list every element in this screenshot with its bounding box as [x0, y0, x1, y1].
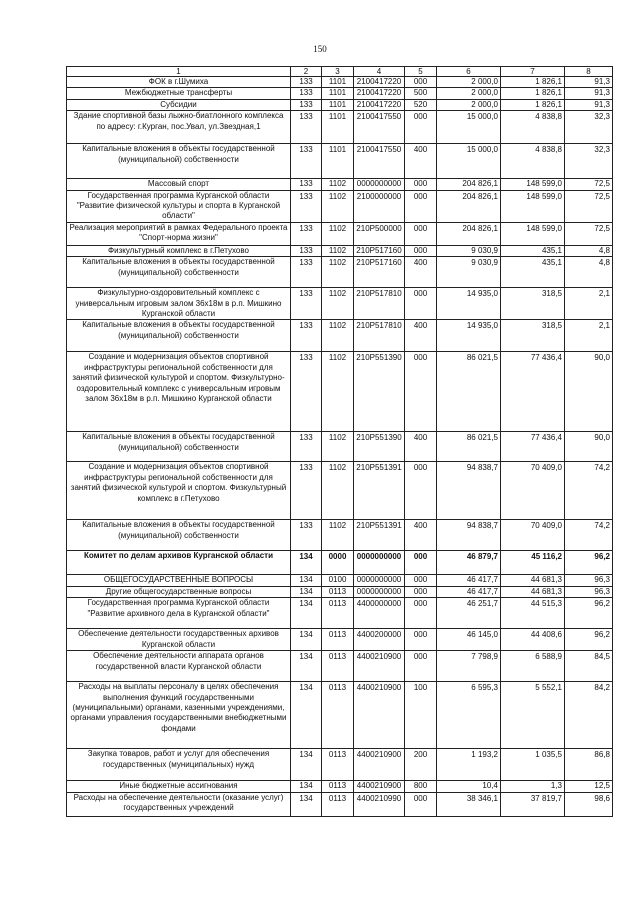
item-name: Капитальные вложения в объекты государственной (муниципальной) собственности — [67, 432, 291, 462]
table-row — [67, 749, 613, 781]
planned-amount: 2 000,0 — [437, 88, 501, 99]
executed-amount: 435,1 — [501, 257, 565, 288]
section-code: 0113 — [322, 629, 354, 651]
section-code: 1102 — [322, 520, 354, 551]
planned-amount: 46 879,7 — [437, 551, 501, 575]
planned-amount: 86 021,5 — [437, 432, 501, 462]
table-row — [67, 432, 613, 462]
table-row — [67, 575, 613, 586]
execution-percent: 96,3 — [565, 575, 613, 586]
section-code: 1102 — [322, 432, 354, 462]
table-row — [67, 111, 613, 144]
table-row — [67, 257, 613, 288]
column-number-header-row — [67, 67, 613, 77]
item-name: Обеспечение деятельности государственных архивов Курганской области — [67, 629, 291, 651]
expense-type-code: 000 — [405, 111, 437, 144]
execution-percent: 84,2 — [565, 682, 613, 749]
expense-type-code: 400 — [405, 432, 437, 462]
item-name: Реализация мероприятий в рамках Федерального проекта "Спорт-норма жизни" — [67, 222, 291, 245]
executed-amount: 5 552,1 — [501, 682, 565, 749]
section-code: 1102 — [322, 190, 354, 222]
execution-percent: 2,1 — [565, 288, 613, 320]
section-code: 0113 — [322, 781, 354, 792]
execution-percent: 96,2 — [565, 598, 613, 629]
planned-amount: 204 826,1 — [437, 222, 501, 245]
executed-amount: 70 409,0 — [501, 520, 565, 551]
department-code: 134 — [291, 651, 322, 682]
department-code: 134 — [291, 575, 322, 586]
department-code: 134 — [291, 682, 322, 749]
execution-percent: 4,8 — [565, 245, 613, 256]
target-item-code: 2100417220 — [354, 99, 405, 110]
section-code: 1102 — [322, 257, 354, 288]
section-code: 0113 — [322, 651, 354, 682]
expense-type-code: 000 — [405, 792, 437, 816]
planned-amount: 94 838,7 — [437, 520, 501, 551]
planned-amount: 46 417,7 — [437, 575, 501, 586]
section-code: 1102 — [322, 320, 354, 352]
executed-amount: 318,5 — [501, 320, 565, 352]
executed-amount: 148 599,0 — [501, 222, 565, 245]
department-code: 133 — [291, 222, 322, 245]
target-item-code: 210P551391 — [354, 462, 405, 520]
execution-percent: 98,6 — [565, 792, 613, 816]
planned-amount: 2 000,0 — [437, 77, 501, 88]
section-code: 1101 — [322, 88, 354, 99]
department-code: 134 — [291, 598, 322, 629]
planned-amount: 15 000,0 — [437, 144, 501, 179]
execution-percent: 4,8 — [565, 257, 613, 288]
item-name: Капитальные вложения в объекты государственной (муниципальной) собственности — [67, 520, 291, 551]
section-code: 0000 — [322, 551, 354, 575]
column-header: 3 — [322, 67, 354, 77]
target-item-code: 4400200000 — [354, 629, 405, 651]
table-row — [67, 682, 613, 749]
target-item-code: 0000000000 — [354, 179, 405, 190]
executed-amount: 44 681,3 — [501, 586, 565, 597]
table-row — [67, 179, 613, 190]
target-item-code: 2100417550 — [354, 144, 405, 179]
target-item-code: 210P500000 — [354, 222, 405, 245]
section-code: 1101 — [322, 99, 354, 110]
table-row — [67, 586, 613, 597]
target-item-code: 210P517160 — [354, 257, 405, 288]
section-code: 1102 — [322, 179, 354, 190]
department-code: 133 — [291, 144, 322, 179]
executed-amount: 1 035,5 — [501, 749, 565, 781]
planned-amount: 86 021,5 — [437, 352, 501, 432]
target-item-code: 0000000000 — [354, 586, 405, 597]
table-row — [67, 462, 613, 520]
expense-type-code: 000 — [405, 629, 437, 651]
item-name: Государственная программа Курганской области "Развитие физической культуры и спорта в Курганской области" — [67, 190, 291, 222]
column-header: 6 — [437, 67, 501, 77]
section-code: 1102 — [322, 288, 354, 320]
target-item-code: 4400210900 — [354, 781, 405, 792]
item-name: Массовый спорт — [67, 179, 291, 190]
department-code: 133 — [291, 190, 322, 222]
executed-amount: 44 408,6 — [501, 629, 565, 651]
executed-amount: 44 681,3 — [501, 575, 565, 586]
column-header: 7 — [501, 67, 565, 77]
executed-amount: 148 599,0 — [501, 179, 565, 190]
execution-percent: 91,3 — [565, 77, 613, 88]
planned-amount: 6 595,3 — [437, 682, 501, 749]
expense-type-code: 000 — [405, 586, 437, 597]
planned-amount: 9 030,9 — [437, 257, 501, 288]
execution-percent: 32,3 — [565, 111, 613, 144]
planned-amount: 204 826,1 — [437, 190, 501, 222]
department-code: 133 — [291, 462, 322, 520]
department-code: 134 — [291, 551, 322, 575]
executed-amount: 77 436,4 — [501, 432, 565, 462]
column-header: 2 — [291, 67, 322, 77]
table-row — [67, 88, 613, 99]
executed-amount: 1 826,1 — [501, 77, 565, 88]
target-item-code: 2100417220 — [354, 77, 405, 88]
executed-amount: 148 599,0 — [501, 190, 565, 222]
section-code: 0113 — [322, 682, 354, 749]
table-row — [67, 792, 613, 816]
section-code: 1101 — [322, 111, 354, 144]
planned-amount: 14 935,0 — [437, 320, 501, 352]
expense-type-code: 520 — [405, 99, 437, 110]
section-code: 1102 — [322, 222, 354, 245]
executed-amount: 70 409,0 — [501, 462, 565, 520]
item-name: Государственная программа Курганской области "Развитие архивного дела в Курганской области" — [67, 598, 291, 629]
item-name: Расходы на обеспечение деятельности (оказание услуг) государственных учреждений — [67, 792, 291, 816]
execution-percent: 12,5 — [565, 781, 613, 792]
item-name: Обеспечение деятельности аппарата органов государственной власти Курганской области — [67, 651, 291, 682]
execution-percent: 96,2 — [565, 629, 613, 651]
target-item-code: 2100000000 — [354, 190, 405, 222]
item-name: Иные бюджетные ассигнования — [67, 781, 291, 792]
planned-amount: 46 251,7 — [437, 598, 501, 629]
expense-type-code: 000 — [405, 575, 437, 586]
execution-percent: 72,5 — [565, 179, 613, 190]
executed-amount: 318,5 — [501, 288, 565, 320]
target-item-code: 210P551390 — [354, 352, 405, 432]
department-code: 133 — [291, 179, 322, 190]
item-name: Капитальные вложения в объекты государственной (муниципальной) собственности — [67, 320, 291, 352]
department-code: 134 — [291, 586, 322, 597]
expense-type-code: 200 — [405, 749, 437, 781]
column-header: 8 — [565, 67, 613, 77]
section-code: 1101 — [322, 144, 354, 179]
item-name: Создание и модернизация объектов спортивной инфраструктуры региональной собственности для занятий физической культурой и спортом. Физкультурно-оздоровительный комплекс с универсальным игровым залом 36х18м в р.п. Мишкино Курганской области — [67, 352, 291, 432]
execution-percent: 86,8 — [565, 749, 613, 781]
executed-amount: 1 826,1 — [501, 99, 565, 110]
expense-type-code: 000 — [405, 551, 437, 575]
expense-type-code: 000 — [405, 222, 437, 245]
expense-type-code: 000 — [405, 245, 437, 256]
expense-type-code: 800 — [405, 781, 437, 792]
executed-amount: 4 838,8 — [501, 144, 565, 179]
target-item-code: 4400000000 — [354, 598, 405, 629]
expense-type-code: 400 — [405, 144, 437, 179]
expense-type-code: 400 — [405, 257, 437, 288]
department-code: 134 — [291, 629, 322, 651]
expense-type-code: 000 — [405, 179, 437, 190]
target-item-code: 2100417220 — [354, 88, 405, 99]
planned-amount: 46 145,0 — [437, 629, 501, 651]
section-code: 1102 — [322, 245, 354, 256]
item-name: Закупка товаров, работ и услуг для обеспечения государственных (муниципальных) нужд — [67, 749, 291, 781]
expense-type-code: 000 — [405, 651, 437, 682]
department-code: 134 — [291, 792, 322, 816]
planned-amount: 9 030,9 — [437, 245, 501, 256]
planned-amount: 2 000,0 — [437, 99, 501, 110]
planned-amount: 15 000,0 — [437, 111, 501, 144]
table-row — [67, 288, 613, 320]
execution-percent: 72,5 — [565, 190, 613, 222]
target-item-code: 0000000000 — [354, 551, 405, 575]
table-row — [67, 320, 613, 352]
executed-amount: 435,1 — [501, 245, 565, 256]
execution-percent: 74,2 — [565, 520, 613, 551]
expense-type-code: 400 — [405, 520, 437, 551]
execution-percent: 90,0 — [565, 352, 613, 432]
column-header: 5 — [405, 67, 437, 77]
item-name: Субсидии — [67, 99, 291, 110]
item-name: Расходы на выплаты персоналу в целях обеспечения выполнения функций государственными (муниципальными) органами, казенными учреждениями, органами управления государственными внебюджетными фондами — [67, 682, 291, 749]
target-item-code: 2100417550 — [354, 111, 405, 144]
department-code: 133 — [291, 432, 322, 462]
item-name: Другие общегосударственные вопросы — [67, 586, 291, 597]
target-item-code: 210P517810 — [354, 320, 405, 352]
department-code: 134 — [291, 781, 322, 792]
expense-type-code: 400 — [405, 320, 437, 352]
executed-amount: 1 826,1 — [501, 88, 565, 99]
planned-amount: 14 935,0 — [437, 288, 501, 320]
table-row — [67, 352, 613, 432]
table-row — [67, 245, 613, 256]
expense-type-code: 000 — [405, 288, 437, 320]
item-name: Здание спортивной базы лыжно-биатлонного комплекса по адресу: г.Курган, пос.Увал, ул.Звездная,1 — [67, 111, 291, 144]
table-row — [67, 144, 613, 179]
budget-table — [66, 66, 613, 817]
target-item-code: 4400210900 — [354, 651, 405, 682]
table-row — [67, 77, 613, 88]
table-row — [67, 99, 613, 110]
executed-amount: 4 838,8 — [501, 111, 565, 144]
department-code: 133 — [291, 320, 322, 352]
table-row — [67, 781, 613, 792]
executed-amount: 1,3 — [501, 781, 565, 792]
expense-type-code: 000 — [405, 190, 437, 222]
execution-percent: 91,3 — [565, 88, 613, 99]
department-code: 133 — [291, 288, 322, 320]
target-item-code: 4400210990 — [354, 792, 405, 816]
section-code: 1102 — [322, 352, 354, 432]
department-code: 133 — [291, 352, 322, 432]
expense-type-code: 000 — [405, 352, 437, 432]
table-row — [67, 520, 613, 551]
section-code: 0113 — [322, 792, 354, 816]
execution-percent: 2,1 — [565, 320, 613, 352]
executed-amount: 45 116,2 — [501, 551, 565, 575]
expense-type-code: 000 — [405, 77, 437, 88]
executed-amount: 37 819,7 — [501, 792, 565, 816]
table-row — [67, 598, 613, 629]
section-code: 0113 — [322, 749, 354, 781]
target-item-code: 210P517810 — [354, 288, 405, 320]
item-name: ФОК в г.Шумиха — [67, 77, 291, 88]
planned-amount: 10,4 — [437, 781, 501, 792]
table-row — [67, 651, 613, 682]
table-row — [67, 629, 613, 651]
department-code: 133 — [291, 111, 322, 144]
execution-percent: 90,0 — [565, 432, 613, 462]
executed-amount: 6 588,9 — [501, 651, 565, 682]
page-number: 150 — [313, 44, 327, 54]
expense-type-code: 500 — [405, 88, 437, 99]
target-item-code: 210P551390 — [354, 432, 405, 462]
execution-percent: 72,5 — [565, 222, 613, 245]
department-code: 133 — [291, 88, 322, 99]
planned-amount: 204 826,1 — [437, 179, 501, 190]
department-code: 133 — [291, 520, 322, 551]
item-name: Капитальные вложения в объекты государственной (муниципальной) собственности — [67, 144, 291, 179]
table-row — [67, 190, 613, 222]
column-header: 1 — [67, 67, 291, 77]
department-code: 133 — [291, 245, 322, 256]
section-code: 1102 — [322, 462, 354, 520]
item-name: ОБЩЕГОСУДАРСТВЕННЫЕ ВОПРОСЫ — [67, 575, 291, 586]
item-name: Создание и модернизация объектов спортивной инфраструктуры региональной собственности для занятий физической культурой и спортом. Физкультурный комплекс в г.Петухово — [67, 462, 291, 520]
execution-percent: 96,2 — [565, 551, 613, 575]
planned-amount: 7 798,9 — [437, 651, 501, 682]
expense-type-code: 100 — [405, 682, 437, 749]
section-code: 0100 — [322, 575, 354, 586]
item-name: Комитет по делам архивов Курганской области — [67, 551, 291, 575]
table-row — [67, 222, 613, 245]
planned-amount: 94 838,7 — [437, 462, 501, 520]
execution-percent: 91,3 — [565, 99, 613, 110]
department-code: 133 — [291, 99, 322, 110]
target-item-code: 4400210900 — [354, 682, 405, 749]
column-header: 4 — [354, 67, 405, 77]
planned-amount: 38 346,1 — [437, 792, 501, 816]
target-item-code: 0000000000 — [354, 575, 405, 586]
target-item-code: 210P517160 — [354, 245, 405, 256]
item-name: Капитальные вложения в объекты государственной (муниципальной) собственности — [67, 257, 291, 288]
execution-percent: 84,5 — [565, 651, 613, 682]
execution-percent: 74,2 — [565, 462, 613, 520]
planned-amount: 46 417,7 — [437, 586, 501, 597]
item-name: Физкультурный комплекс в г.Петухово — [67, 245, 291, 256]
executed-amount: 44 515,3 — [501, 598, 565, 629]
target-item-code: 4400210900 — [354, 749, 405, 781]
table-row — [67, 551, 613, 575]
section-code: 0113 — [322, 598, 354, 629]
execution-percent: 96,3 — [565, 586, 613, 597]
expense-type-code: 000 — [405, 462, 437, 520]
item-name: Физкультурно-оздоровительный комплекс с универсальным игровым залом 36х18м в р.п. Мишкино Курганской области — [67, 288, 291, 320]
department-code: 133 — [291, 77, 322, 88]
target-item-code: 210P551391 — [354, 520, 405, 551]
department-code: 134 — [291, 749, 322, 781]
executed-amount: 77 436,4 — [501, 352, 565, 432]
section-code: 1101 — [322, 77, 354, 88]
expense-type-code: 000 — [405, 598, 437, 629]
item-name: Межбюджетные трансферты — [67, 88, 291, 99]
department-code: 133 — [291, 257, 322, 288]
planned-amount: 1 193,2 — [437, 749, 501, 781]
execution-percent: 32,3 — [565, 144, 613, 179]
section-code: 0113 — [322, 586, 354, 597]
